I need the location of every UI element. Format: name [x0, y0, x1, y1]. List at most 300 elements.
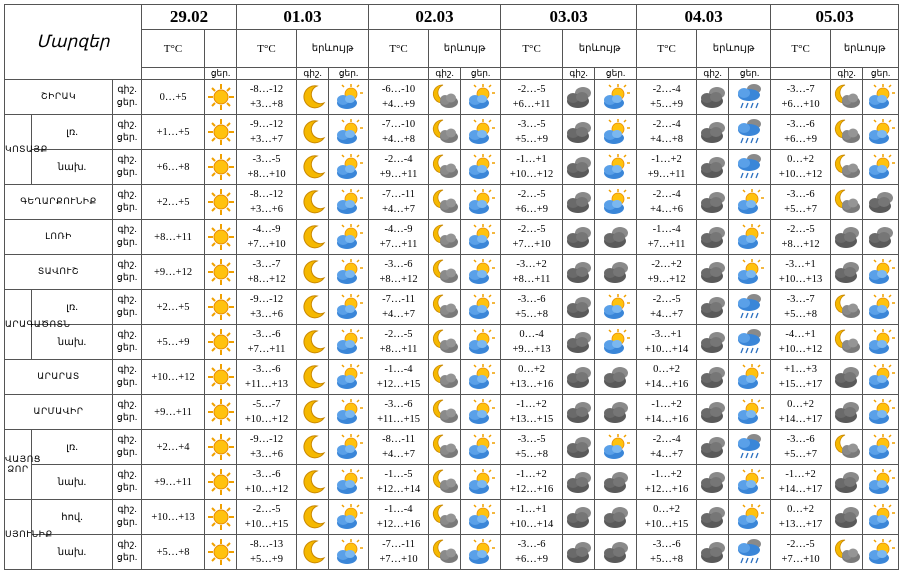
day-label: ցեր. — [116, 168, 138, 178]
moon-icon — [297, 465, 329, 500]
temp-day: +2…+5 — [142, 185, 205, 220]
temp-range — [771, 150, 831, 185]
suncloud-icon — [461, 220, 501, 255]
temp-night: -2…-5 — [786, 224, 815, 235]
mooncloud-icon — [429, 185, 461, 220]
mooncloud-icon — [429, 395, 461, 430]
temp-night: -2…-4 — [652, 119, 681, 130]
temp-range — [771, 185, 831, 220]
darkcloud-icon — [563, 325, 595, 360]
temp-night: 0…+2 — [787, 154, 815, 165]
temp-range — [637, 185, 697, 220]
time-labels — [113, 115, 142, 150]
darkcloud-icon — [697, 115, 729, 150]
sun-icon — [205, 465, 237, 500]
night-label: գիշ. — [117, 435, 137, 445]
temp-day: +12…+16 — [644, 484, 689, 495]
zone-label: նախ. — [32, 150, 113, 185]
temp-day: +5…+8 — [142, 535, 205, 570]
temp-range — [237, 325, 297, 360]
temp-range — [237, 150, 297, 185]
darkcloud-icon — [697, 500, 729, 535]
rain-icon — [729, 290, 771, 325]
temp-night: -1…-4 — [384, 364, 413, 375]
moon-icon — [297, 500, 329, 535]
darkcloud-icon — [697, 290, 729, 325]
temp-night: -1…+1 — [516, 154, 547, 165]
darkcloud-icon — [563, 150, 595, 185]
suncloud-icon — [461, 290, 501, 325]
time-labels — [113, 325, 142, 360]
region-name: ԱՐԱՐԱՏ — [5, 360, 113, 395]
temp-night: -1…+2 — [516, 399, 547, 410]
suncloud-icon — [461, 360, 501, 395]
zone-label: նախ. — [32, 535, 113, 570]
temp-night: -2…-5 — [517, 84, 546, 95]
suncloud-icon — [863, 395, 899, 430]
mooncloud-icon — [831, 115, 863, 150]
suncloud-icon — [329, 360, 369, 395]
temp-range — [637, 535, 697, 570]
regions-header: Մարզեր — [5, 5, 142, 80]
temp-day: +10…+15 — [644, 519, 689, 530]
temp-day: +4…+8 — [650, 134, 683, 145]
suncloud-icon — [595, 150, 637, 185]
table-row — [5, 150, 899, 185]
temp-night: -8…-12 — [249, 84, 284, 95]
temp-day: +15…+17 — [778, 379, 823, 390]
sun-icon — [205, 115, 237, 150]
suncloud-icon — [863, 115, 899, 150]
temp-night: -7…-11 — [382, 539, 415, 550]
mooncloud-icon — [429, 500, 461, 535]
temp-sub-empty — [369, 68, 429, 80]
temp-day: +6…+9 — [515, 554, 548, 565]
suncloud-icon — [461, 255, 501, 290]
temp-range — [637, 465, 697, 500]
temp-range — [501, 465, 563, 500]
suncloud-icon — [863, 80, 899, 115]
suncloud-icon — [729, 500, 771, 535]
temp-range — [237, 290, 297, 325]
temp-sub-empty — [637, 68, 697, 80]
temp-range — [501, 80, 563, 115]
temp-night: -2…-4 — [652, 434, 681, 445]
mooncloud-icon — [429, 360, 461, 395]
day-label: ցեր. — [116, 203, 138, 213]
suncloud-icon — [863, 325, 899, 360]
day-label: ցեր. — [116, 133, 138, 143]
moon-icon — [297, 150, 329, 185]
suncloud-icon — [329, 150, 369, 185]
temp-range — [237, 115, 297, 150]
day-sub-label: ցեր. — [461, 68, 501, 80]
zone-label: լռ. — [32, 290, 113, 325]
day-label: ցեր. — [116, 378, 138, 388]
darkcloud-icon — [697, 220, 729, 255]
night-label: գիշ. — [117, 330, 137, 340]
temp-range — [501, 430, 563, 465]
temp-night: 0…+2 — [787, 504, 815, 515]
suncloud-icon — [863, 255, 899, 290]
temp-range — [237, 220, 297, 255]
temp-day: +13…+16 — [509, 379, 554, 390]
suncloud-icon — [461, 465, 501, 500]
suncloud-icon — [329, 185, 369, 220]
temp-night: -3…-7 — [252, 259, 281, 270]
temp-range — [501, 395, 563, 430]
rain-icon — [729, 535, 771, 570]
region-name: ՇԻՐԱԿ — [5, 80, 113, 115]
time-labels — [113, 395, 142, 430]
darkcloud-icon — [697, 465, 729, 500]
temp-range — [501, 255, 563, 290]
darkcloud-icon — [563, 290, 595, 325]
temp-day: +8…+11 — [512, 274, 551, 285]
temp-night: -2…-4 — [652, 189, 681, 200]
temp-night: 0…+2 — [787, 399, 815, 410]
temp-night: -3…-6 — [384, 259, 413, 270]
suncloud-icon — [863, 150, 899, 185]
zone-label: լռ. — [32, 430, 113, 465]
day-label: ցեր. — [116, 98, 138, 108]
temp-range — [771, 395, 831, 430]
sun-icon — [205, 395, 237, 430]
temp-day: +5…+9 — [142, 325, 205, 360]
darkcloud-icon — [595, 500, 637, 535]
mooncloud-icon — [831, 430, 863, 465]
temp-day: +2…+5 — [142, 290, 205, 325]
temp-day: +3…+6 — [250, 204, 283, 215]
temp-night: -4…-9 — [384, 224, 413, 235]
zone-label: հով. — [32, 500, 113, 535]
night-label: գիշ. — [117, 365, 137, 375]
time-labels — [113, 220, 142, 255]
temp-night: -8…-13 — [249, 539, 284, 550]
darkcloud-icon — [595, 535, 637, 570]
temp-night: -2…-4 — [384, 154, 413, 165]
mooncloud-icon — [831, 535, 863, 570]
mooncloud-icon — [429, 325, 461, 360]
date-header: 01.03 — [237, 5, 369, 30]
weather-header: երևույթ — [297, 30, 369, 68]
temp-day: +4…+8 — [382, 134, 415, 145]
sun-icon — [205, 430, 237, 465]
temp-day: +5…+9 — [250, 554, 283, 565]
temp-range — [637, 290, 697, 325]
day-sub-label: ցեր. — [729, 68, 771, 80]
temp-range — [771, 465, 831, 500]
suncloud-icon — [461, 500, 501, 535]
temp-range — [237, 185, 297, 220]
sun-icon — [205, 255, 237, 290]
temp-range — [369, 535, 429, 570]
temp-night: -3…-6 — [652, 539, 681, 550]
temp-range — [369, 80, 429, 115]
suncloud-icon — [595, 115, 637, 150]
darkcloud-icon — [595, 395, 637, 430]
temp-range — [637, 325, 697, 360]
suncloud-icon — [595, 430, 637, 465]
rain-icon — [729, 150, 771, 185]
suncloud-icon — [729, 255, 771, 290]
temp-night: -3…-6 — [252, 329, 281, 340]
moon-icon — [297, 185, 329, 220]
suncloud-icon — [329, 395, 369, 430]
table-row — [5, 360, 899, 395]
table-row — [5, 115, 899, 150]
suncloud-icon — [729, 465, 771, 500]
temp-day: +12…+15 — [376, 379, 421, 390]
temp-day: +4…+6 — [650, 204, 683, 215]
temp-day: +9…+12 — [647, 274, 686, 285]
mooncloud-icon — [831, 150, 863, 185]
zone-label: նախ. — [32, 465, 113, 500]
night-sub-label: գիշ. — [563, 68, 595, 80]
table-row — [5, 80, 899, 115]
temp-night: -3…-6 — [786, 434, 815, 445]
temp-range — [237, 255, 297, 290]
temp-day: +8…+12 — [379, 274, 418, 285]
suncloud-icon — [461, 80, 501, 115]
mooncloud-icon — [429, 290, 461, 325]
moon-icon — [297, 115, 329, 150]
suncloud-icon — [329, 220, 369, 255]
temp-day: +10…+14 — [509, 519, 554, 530]
date-header: 05.03 — [771, 5, 899, 30]
region-name: ՎԱՅՈՑ ՁՈՐ — [5, 430, 32, 500]
temp-day: +7…+11 — [647, 239, 686, 250]
temp-day: +4…+7 — [382, 309, 415, 320]
temp-night: -3…-5 — [252, 154, 281, 165]
rain-icon — [729, 80, 771, 115]
mooncloud-icon — [831, 290, 863, 325]
region-name: ԳԵՂԱՐՔՈՒՆԻՔ — [5, 185, 113, 220]
temp-range — [501, 220, 563, 255]
temp-day: +5…+7 — [784, 449, 818, 460]
darkcloud-icon — [697, 430, 729, 465]
temp-night: -3…-6 — [517, 294, 546, 305]
temp-day: +6…+9 — [784, 134, 818, 145]
temp-night: -1…-4 — [652, 224, 681, 235]
time-labels — [113, 535, 142, 570]
temp-night: -9…-12 — [249, 434, 284, 445]
day-label: ցեր. — [116, 273, 138, 283]
darkcloud-icon — [563, 185, 595, 220]
temp-day: +12…+16 — [376, 519, 421, 530]
night-label: գիշ. — [117, 190, 137, 200]
temp-day: +14…+16 — [644, 414, 689, 425]
temp-range — [237, 500, 297, 535]
temp-range — [237, 535, 297, 570]
darkcloud-icon — [563, 115, 595, 150]
temp-range — [369, 185, 429, 220]
temp-night: -3…-6 — [786, 119, 815, 130]
suncloud-icon — [461, 115, 501, 150]
temp-night: -9…-12 — [249, 119, 284, 130]
temp-day: +4…+7 — [382, 204, 415, 215]
mooncloud-icon — [429, 255, 461, 290]
temp-day: +10…+12 — [244, 414, 289, 425]
temp-day: +11…+13 — [245, 379, 289, 390]
temp-night: -2…-5 — [786, 539, 815, 550]
suncloud-icon — [595, 185, 637, 220]
temp-day: +11…+15 — [377, 414, 421, 425]
temp-night: -7…-11 — [382, 189, 415, 200]
suncloud-icon — [863, 430, 899, 465]
suncloud-icon — [461, 150, 501, 185]
suncloud-icon — [461, 185, 501, 220]
night-sub-label: գիշ. — [429, 68, 461, 80]
temp-night: -9…-12 — [249, 294, 284, 305]
temp-night: -5…-7 — [252, 399, 281, 410]
temp-header: T°C — [501, 30, 563, 68]
temp-day: +9…+13 — [512, 344, 551, 355]
sun-icon — [205, 185, 237, 220]
table-row — [5, 395, 899, 430]
temp-range — [369, 290, 429, 325]
temp-night: -3…-6 — [384, 399, 413, 410]
suncloud-icon — [329, 290, 369, 325]
night-label: գիշ. — [117, 120, 137, 130]
temp-night: -2…-5 — [517, 224, 546, 235]
temp-night: -1…-5 — [384, 469, 413, 480]
suncloud-icon — [329, 325, 369, 360]
temp-day: +3…+7 — [250, 134, 283, 145]
suncloud-icon — [329, 430, 369, 465]
temp-day: +6…+10 — [781, 99, 820, 110]
darkcloud-icon — [697, 80, 729, 115]
temp-night: -2…-5 — [517, 189, 546, 200]
sun-icon — [205, 290, 237, 325]
temp-day: +4…+7 — [382, 449, 415, 460]
table-row — [5, 220, 899, 255]
temp-range — [369, 220, 429, 255]
day-sub-label: ցեր. — [595, 68, 637, 80]
temp-day: +3…+6 — [250, 309, 283, 320]
temp-night: -3…-7 — [786, 84, 815, 95]
temp-sub-empty — [142, 68, 205, 80]
darkcloud-icon — [595, 220, 637, 255]
darkcloud-icon — [563, 80, 595, 115]
darkcloud-icon — [697, 395, 729, 430]
date-header: 03.03 — [501, 5, 637, 30]
temp-range — [369, 255, 429, 290]
temp-day: +5…+7 — [784, 204, 818, 215]
temp-day: +9…+12 — [142, 255, 205, 290]
time-labels — [113, 80, 142, 115]
time-labels — [113, 185, 142, 220]
temp-night: -1…-4 — [384, 504, 413, 515]
date-header: 29.02 — [142, 5, 237, 30]
temp-range — [637, 80, 697, 115]
suncloud-icon — [461, 325, 501, 360]
moon-icon — [297, 255, 329, 290]
mooncloud-icon — [429, 430, 461, 465]
weather-header: երևույթ — [697, 30, 771, 68]
region-name: ԱՐՄԱՎԻՐ — [5, 395, 113, 430]
night-label: գիշ. — [117, 85, 137, 95]
darkcloud-icon — [697, 360, 729, 395]
suncloud-icon — [863, 290, 899, 325]
temp-range — [637, 360, 697, 395]
temp-header: T°C — [771, 30, 831, 68]
temp-night: -8…-12 — [249, 189, 284, 200]
temp-day: +9…+11 — [379, 169, 418, 180]
temp-night: -2…-5 — [384, 329, 413, 340]
temp-day: +5…+8 — [515, 449, 548, 460]
temp-range — [369, 465, 429, 500]
mooncloud-icon — [429, 220, 461, 255]
suncloud-icon — [595, 325, 637, 360]
temp-night: -3…-5 — [517, 434, 546, 445]
temp-night: -2…+2 — [651, 259, 682, 270]
suncloud-icon — [329, 500, 369, 535]
mooncloud-icon — [831, 325, 863, 360]
temp-range — [771, 500, 831, 535]
sun-icon — [205, 325, 237, 360]
temp-night: 0…-4 — [519, 329, 544, 340]
mooncloud-icon — [429, 80, 461, 115]
day-label: ցեր. — [116, 553, 138, 563]
temp-range — [501, 535, 563, 570]
moon-icon — [297, 395, 329, 430]
darkcloud-icon — [863, 185, 899, 220]
darkcloud-icon — [563, 430, 595, 465]
day-sub-label: ցեր. — [329, 68, 369, 80]
temp-day: +9…+11 — [142, 465, 205, 500]
mooncloud-icon — [429, 150, 461, 185]
darkcloud-icon — [831, 395, 863, 430]
temp-range — [501, 150, 563, 185]
night-label: գիշ. — [117, 400, 137, 410]
temp-range — [501, 325, 563, 360]
temp-day: +12…+14 — [376, 484, 421, 495]
table-row — [5, 535, 899, 570]
moon-icon — [297, 430, 329, 465]
zone-label: նախ. — [32, 325, 113, 360]
temp-day: +12…+16 — [509, 484, 554, 495]
darkcloud-icon — [831, 255, 863, 290]
rain-icon — [729, 115, 771, 150]
time-labels — [113, 360, 142, 395]
sun-icon — [205, 500, 237, 535]
sun-icon — [205, 150, 237, 185]
temp-day: +10…+12 — [142, 360, 205, 395]
moon-icon — [297, 80, 329, 115]
temp-night: -7…-11 — [382, 294, 415, 305]
temp-day: +8…+10 — [247, 169, 286, 180]
day-label: ցեր. — [116, 308, 138, 318]
time-labels — [113, 255, 142, 290]
rain-icon — [729, 325, 771, 360]
region-name: ՍՅՈՒՆԻՔ — [5, 500, 32, 570]
night-label: գիշ. — [117, 540, 137, 550]
temp-day: +13…+15 — [509, 414, 554, 425]
temp-day: +7…+11 — [379, 239, 418, 250]
suncloud-icon — [863, 535, 899, 570]
day-label: ցեր. — [116, 238, 138, 248]
temp-day: +10…+12 — [244, 484, 289, 495]
time-labels — [113, 430, 142, 465]
temp-night: -3…-5 — [517, 119, 546, 130]
darkcloud-icon — [697, 185, 729, 220]
suncloud-icon — [595, 290, 637, 325]
temp-range — [237, 430, 297, 465]
suncloud-icon — [329, 535, 369, 570]
temp-range — [501, 290, 563, 325]
temp-header: T°C — [369, 30, 429, 68]
